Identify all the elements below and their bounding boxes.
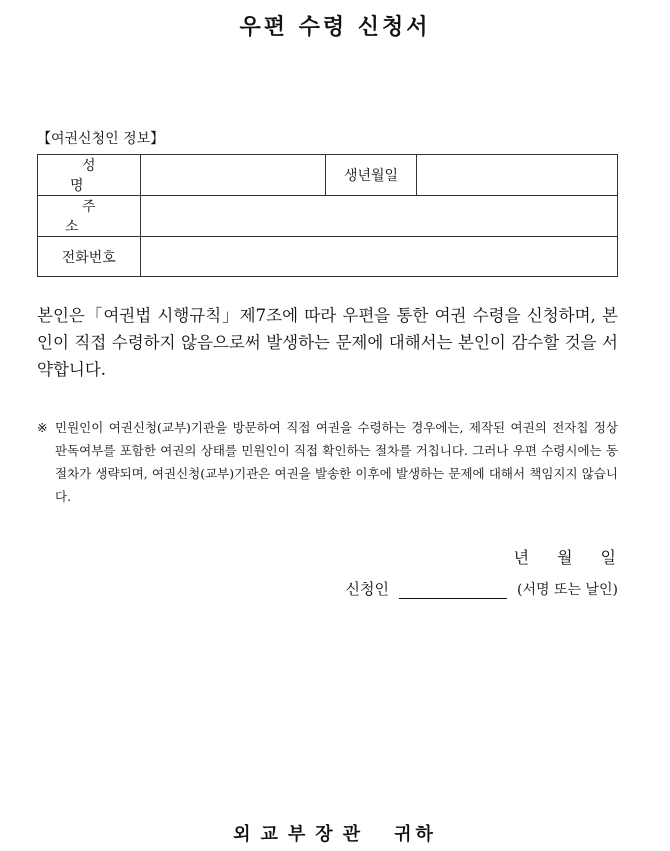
addressee <box>0 820 670 846</box>
addressee-org: 외교부장관 <box>233 824 371 845</box>
addressee-honorific: 귀하 <box>394 824 437 845</box>
address-field[interactable] <box>140 196 617 237</box>
birth-label: 생년월일 <box>326 155 417 196</box>
signer-line <box>346 578 618 599</box>
table-row <box>38 155 618 196</box>
birth-field[interactable] <box>417 155 618 196</box>
phone-label: 전화번호 <box>38 237 141 277</box>
section-label: 【여권신청인 정보】 <box>37 131 165 147</box>
pledge-statement: 본인은「여권법 시행규칙」제7조에 따라 우편을 통한 여권 수령을 신청하며, 본인이 직접 수령하지 않음으로써 발생하는 문제에 대해서는 본인이 감수할 것을 서약합니다. <box>37 306 618 379</box>
table-row <box>38 237 618 277</box>
date-line <box>488 545 618 568</box>
applicant-info-table <box>37 154 618 277</box>
reference-mark-icon: ※ <box>37 420 48 435</box>
notice <box>37 416 618 508</box>
name-field[interactable] <box>140 155 325 196</box>
name-label: 성 명 <box>38 155 141 196</box>
phone-field[interactable] <box>140 237 617 277</box>
table-row <box>38 196 618 237</box>
date-day[interactable]: 일 <box>600 548 618 567</box>
address-label: 주 소 <box>38 196 141 237</box>
signature-note: (서명 또는 날인) <box>517 582 618 598</box>
notice-text: 민원인이 여권신청(교부)기관을 방문하여 직접 여권을 수령하는 경우에는, 제작된 여권의 전자칩 정상 판독여부를 포함한 여권의 상태를 민원인이 직접 확인하는 절차를 거칩니다. 그러나 우편 수령시에는 동 절차가 생략되며, 여권신청(교부)기관은 여권을 발송한 이후에 발생하는 문제에 대해서 책임지지 않습니다. <box>55 420 618 504</box>
date-year[interactable]: 년 <box>513 548 532 567</box>
page-title: 우편 수령 신청서 <box>239 14 431 40</box>
signer-label: 신청인 <box>345 580 390 598</box>
date-month[interactable]: 월 <box>557 548 575 567</box>
signature-field[interactable] <box>399 582 507 599</box>
